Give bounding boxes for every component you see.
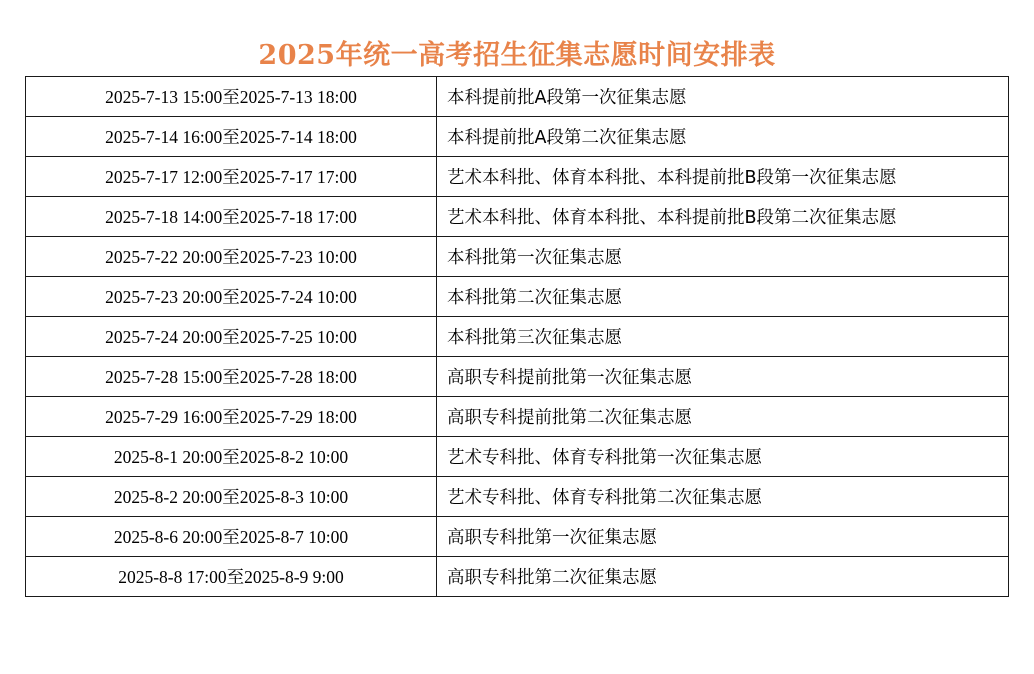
time-cell: 2025-8-8 17:00至2025-8-9 9:00 <box>26 557 437 597</box>
time-cell: 2025-7-14 16:00至2025-7-14 18:00 <box>26 117 437 157</box>
time-cell: 2025-8-6 20:00至2025-8-7 10:00 <box>26 517 437 557</box>
batch-cell: 高职专科批第一次征集志愿 <box>437 517 1009 557</box>
batch-cell: 高职专科提前批第二次征集志愿 <box>437 397 1009 437</box>
batch-cell: 艺术本科批、体育本科批、本科提前批B段第一次征集志愿 <box>437 157 1009 197</box>
time-cell: 2025-7-23 20:00至2025-7-24 10:00 <box>26 277 437 317</box>
time-cell: 2025-7-29 16:00至2025-7-29 18:00 <box>26 397 437 437</box>
table-row <box>26 117 1009 157</box>
batch-cell: 本科批第一次征集志愿 <box>437 237 1009 277</box>
table-row <box>26 437 1009 477</box>
batch-cell: 艺术本科批、体育本科批、本科提前批B段第二次征集志愿 <box>437 197 1009 237</box>
time-cell: 2025-7-24 20:00至2025-7-25 10:00 <box>26 317 437 357</box>
batch-cell: 高职专科提前批第一次征集志愿 <box>437 357 1009 397</box>
batch-cell: 高职专科批第二次征集志愿 <box>437 557 1009 597</box>
table-row <box>26 557 1009 597</box>
time-cell: 2025-7-22 20:00至2025-7-23 10:00 <box>26 237 437 277</box>
table-row <box>26 237 1009 277</box>
batch-cell: 本科批第三次征集志愿 <box>437 317 1009 357</box>
table-row <box>26 197 1009 237</box>
batch-cell: 本科批第二次征集志愿 <box>437 277 1009 317</box>
time-cell: 2025-8-1 20:00至2025-8-2 10:00 <box>26 437 437 477</box>
table-row <box>26 517 1009 557</box>
time-cell: 2025-7-28 15:00至2025-7-28 18:00 <box>26 357 437 397</box>
time-cell: 2025-8-2 20:00至2025-8-3 10:00 <box>26 477 437 517</box>
time-cell: 2025-7-18 14:00至2025-7-18 17:00 <box>26 197 437 237</box>
table-row <box>26 77 1009 117</box>
table-row <box>26 397 1009 437</box>
time-cell: 2025-7-17 12:00至2025-7-17 17:00 <box>26 157 437 197</box>
batch-cell: 艺术专科批、体育专科批第一次征集志愿 <box>437 437 1009 477</box>
batch-cell: 本科提前批A段第二次征集志愿 <box>437 117 1009 157</box>
page-title: 2025年统一高考招生征集志愿时间安排表 <box>258 40 776 71</box>
schedule-table <box>25 76 1009 597</box>
table-row <box>26 157 1009 197</box>
table-row <box>26 277 1009 317</box>
table-row <box>26 357 1009 397</box>
table-row <box>26 317 1009 357</box>
batch-cell: 本科提前批A段第一次征集志愿 <box>437 77 1009 117</box>
time-cell: 2025-7-13 15:00至2025-7-13 18:00 <box>26 77 437 117</box>
batch-cell: 艺术专科批、体育专科批第二次征集志愿 <box>437 477 1009 517</box>
table-row <box>26 477 1009 517</box>
